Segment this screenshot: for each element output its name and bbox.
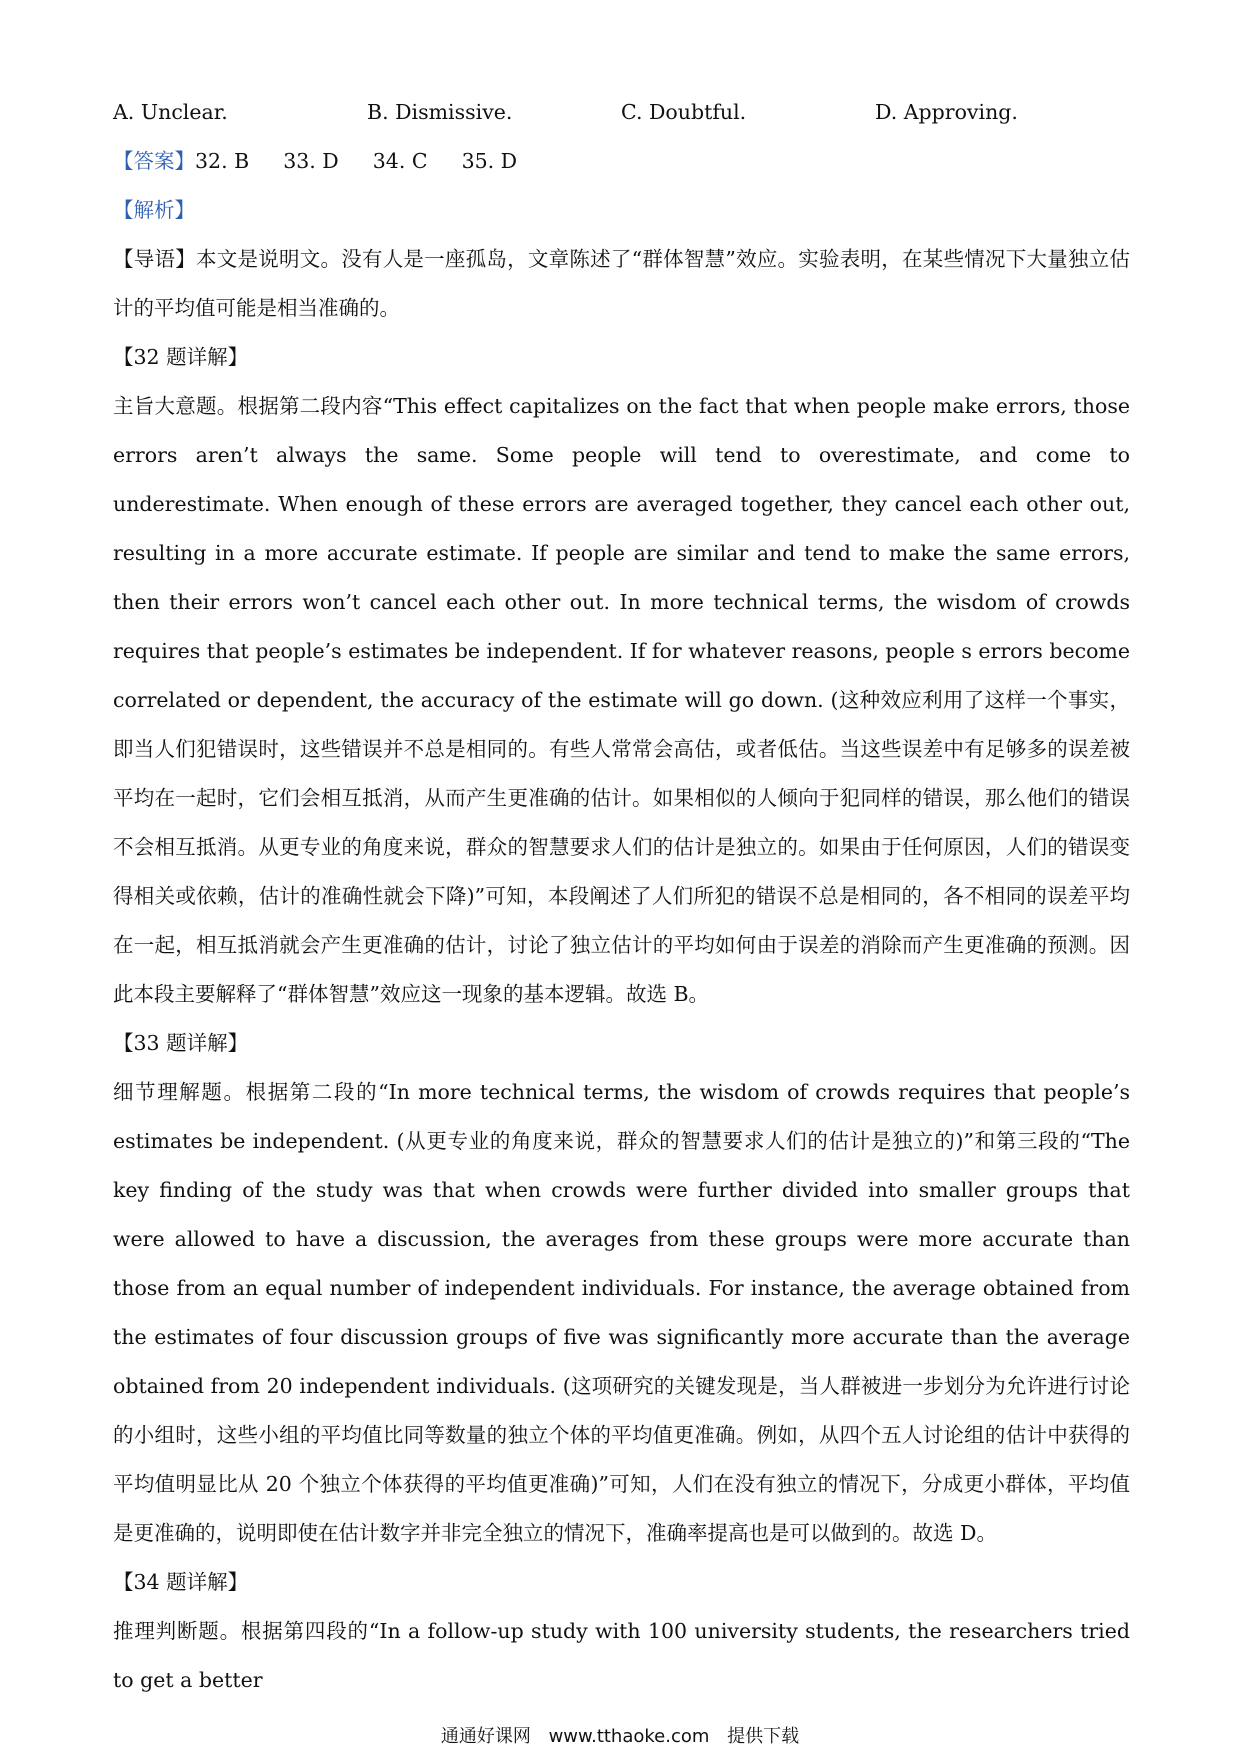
answer-label: 【答案】 xyxy=(113,149,195,173)
answer-item: 34. C xyxy=(372,149,428,173)
footer-url: www.tthaoke.com xyxy=(548,1726,710,1747)
document-body xyxy=(113,88,1130,1705)
q34-explanation: 推理判断题。根据第四段的“In a follow-up study with 100 university students, the researchers tried to get a better xyxy=(113,1619,1130,1692)
answer-item: 32. B xyxy=(195,149,250,173)
option-b: B. Dismissive. xyxy=(367,100,513,124)
page-footer xyxy=(0,1722,1240,1748)
analysis-label: 【解析】 xyxy=(113,198,195,222)
answer-options xyxy=(113,88,1130,137)
q32-explanation: 主旨大意题。根据第二段内容“This effect capitalizes on the fact that when people make errors, those errors aren’t always the same. Some people will tend to overestimate, and come to underestimate. When enough of these errors are averaged together, they cancel each other out, resulting in a more accurate estimate. If people are similar and tend to make the same errors, then their errors won’t cancel each other out. In more technical terms, the wisdom of crowds requires that people’s estimates be independent. If for whatever reasons, people s errors become correlated or dependent, the accuracy of the estimate will go down. (这种效应利用了这样一个事实，即当人们犯错误时，这些错误并不总是相同的。有些人常常会高估，或者低估。当这些误差中有足够多的误差被平均在一起时，它们会相互抵消，从而产生更准确的估计。如果相似的人倾向于犯同样的错误，那么他们的错误不会相互抵消。从更专业的角度来说，群众的智慧要求人们的估计是独立的。如果由于任何原因，人们的错误变得相关或依赖，估计的准确性就会下降)”可知，本段阐述了人们所犯的错误不总是相同的，各不相同的误差平均在一起，相互抵消就会产生更准确的估计，讨论了独立估计的平均如何由于误差的消除而产生更准确的预测。因此本段主要解释了“群体智慧”效应这一现象的基本逻辑。故选 B。 xyxy=(113,394,1130,1006)
q33-heading: 【33 题详解】 xyxy=(113,1031,249,1055)
option-d: D. Approving. xyxy=(875,100,1018,124)
option-a: A. Unclear. xyxy=(113,100,228,124)
answer-line xyxy=(113,137,1130,186)
option-c: C. Doubtful. xyxy=(621,100,747,124)
answer-item: 33. D xyxy=(283,149,339,173)
footer-site-name: 通通好课网 xyxy=(440,1726,531,1747)
intro-paragraph: 【导语】本文是说明文。没有人是一座孤岛，文章陈述了“群体智慧”效应。实验表明，在某些情况下大量独立估计的平均值可能是相当准确的。 xyxy=(113,247,1130,320)
q34-heading: 【34 题详解】 xyxy=(113,1570,249,1594)
answer-item: 35. D xyxy=(461,149,518,173)
q32-heading: 【32 题详解】 xyxy=(113,345,249,369)
footer-suffix: 提供下载 xyxy=(727,1726,800,1747)
q33-explanation: 细节理解题。根据第二段的“In more technical terms, the wisdom of crowds requires that people’s estimates be independent. (从更专业的角度来说，群众的智慧要求人们的估计是独立的)”和第三段的“The key finding of the study was that when crowds were further divided into smaller groups that were allowed to have a discussion, the averages from these groups were more accurate than those from an equal number of independent individuals. For instance, the average obtained from the estimates of four discussion groups of five was significantly more accurate than the average obtained from 20 independent individuals. (这项研究的关键发现是，当人群被进一步划分为允许进行讨论的小组时，这些小组的平均值比同等数量的独立个体的平均值更准确。例如，从四个五人讨论组的估计中获得的平均值明显比从 20 个独立个体获得的平均值更准确)”可知，人们在没有独立的情况下，分成更小群体，平均值是更准确的，说明即使在估计数字并非完全独立的情况下，准确率提高也是可以做到的。故选 D。 xyxy=(113,1080,1130,1545)
